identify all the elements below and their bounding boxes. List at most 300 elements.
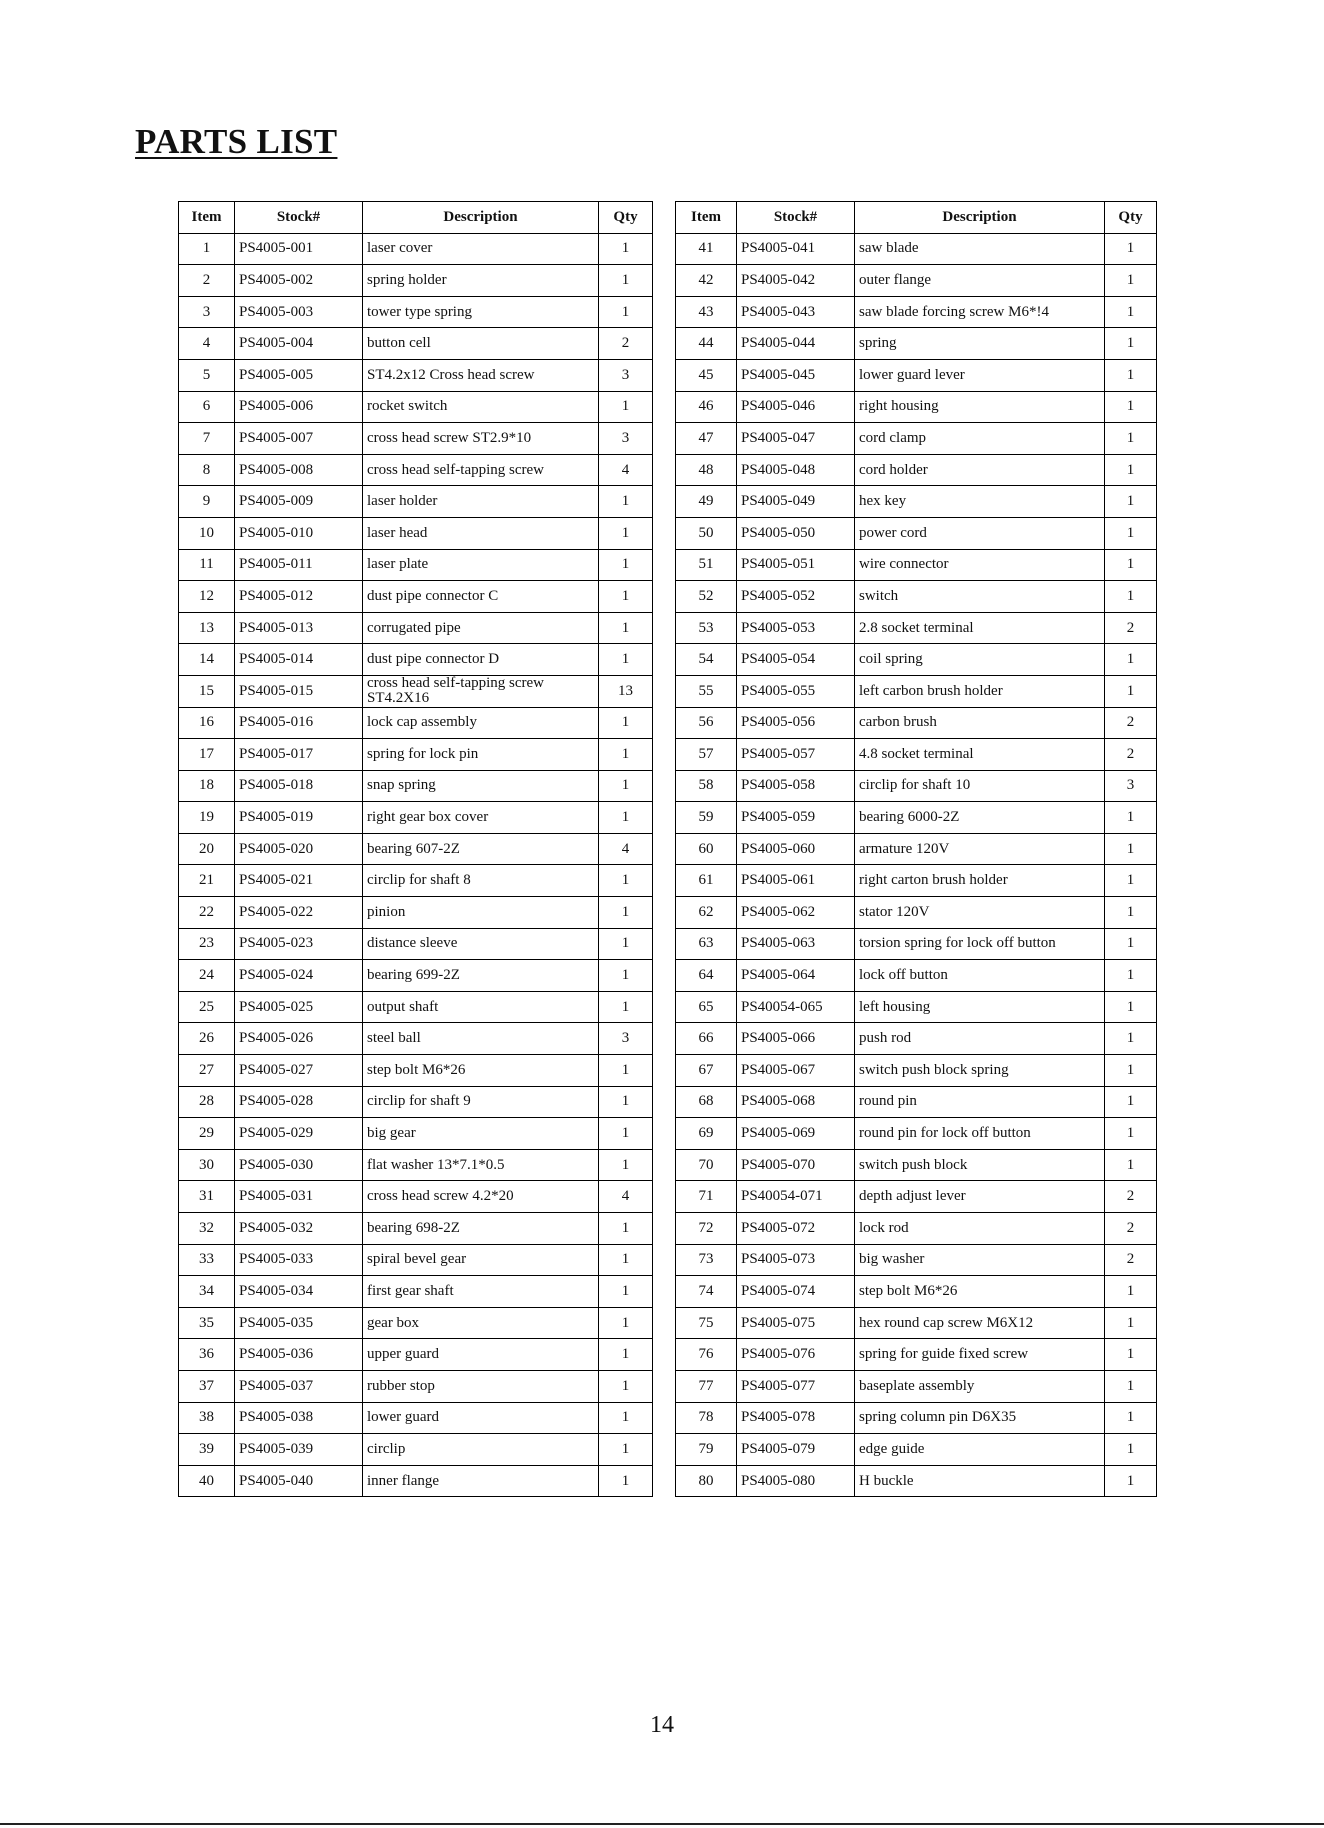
cell-stock: PS4005-073 — [737, 1244, 855, 1276]
cell-item: 17 — [179, 739, 235, 771]
cell-item: 72 — [676, 1213, 737, 1245]
cell-description: baseplate assembly — [855, 1370, 1105, 1402]
table-row — [676, 391, 1157, 423]
cell-item: 54 — [676, 644, 737, 676]
cell-qty: 2 — [1105, 739, 1157, 771]
cell-description: spring for lock pin — [363, 739, 599, 771]
cell-description: spring — [855, 328, 1105, 360]
cell-qty: 1 — [599, 1465, 653, 1497]
cell-stock: PS4005-039 — [235, 1434, 363, 1466]
cell-stock: PS4005-010 — [235, 517, 363, 549]
cell-qty: 1 — [1105, 359, 1157, 391]
cell-description: laser plate — [363, 549, 599, 581]
cell-stock: PS4005-034 — [235, 1276, 363, 1308]
table-row — [676, 928, 1157, 960]
table-header-row — [179, 202, 653, 234]
cell-qty: 1 — [1105, 391, 1157, 423]
cell-stock: PS4005-031 — [235, 1181, 363, 1213]
cell-stock: PS4005-057 — [737, 739, 855, 771]
table-row — [179, 359, 653, 391]
cell-qty: 1 — [1105, 1370, 1157, 1402]
table-row — [676, 1118, 1157, 1150]
table-row — [179, 1213, 653, 1245]
cell-stock: PS4005-002 — [235, 265, 363, 297]
header-stock: Stock# — [737, 202, 855, 234]
cell-qty: 1 — [1105, 644, 1157, 676]
cell-qty: 1 — [1105, 1402, 1157, 1434]
cell-item: 53 — [676, 612, 737, 644]
cell-description: left carbon brush holder — [855, 675, 1105, 707]
table-row — [676, 1055, 1157, 1087]
cell-description: circlip — [363, 1434, 599, 1466]
cell-stock: PS4005-022 — [235, 897, 363, 929]
cell-item: 76 — [676, 1339, 737, 1371]
table-row — [179, 612, 653, 644]
table-row — [179, 423, 653, 455]
cell-qty: 4 — [599, 833, 653, 865]
table-row — [676, 581, 1157, 613]
cell-item: 9 — [179, 486, 235, 518]
cell-qty: 1 — [599, 612, 653, 644]
cell-item: 47 — [676, 423, 737, 455]
cell-item: 15 — [179, 675, 235, 707]
cell-stock: PS4005-042 — [737, 265, 855, 297]
table-row — [179, 897, 653, 929]
cell-qty: 1 — [599, 1434, 653, 1466]
cell-qty: 1 — [1105, 486, 1157, 518]
cell-stock: PS4005-048 — [737, 454, 855, 486]
cell-stock: PS4005-004 — [235, 328, 363, 360]
cell-item: 77 — [676, 1370, 737, 1402]
cell-description: push rod — [855, 1023, 1105, 1055]
cell-description: rubber stop — [363, 1370, 599, 1402]
table-row — [676, 454, 1157, 486]
header-description: Description — [363, 202, 599, 234]
cell-item: 50 — [676, 517, 737, 549]
table-row — [179, 517, 653, 549]
cell-qty: 1 — [599, 517, 653, 549]
cell-item: 75 — [676, 1307, 737, 1339]
table-row — [179, 1023, 653, 1055]
cell-item: 78 — [676, 1402, 737, 1434]
page-title: PARTS LIST — [135, 122, 338, 161]
cell-qty: 1 — [599, 991, 653, 1023]
cell-item: 1 — [179, 233, 235, 265]
cell-stock: PS4005-078 — [737, 1402, 855, 1434]
cell-stock: PS4005-035 — [235, 1307, 363, 1339]
table-row — [676, 865, 1157, 897]
cell-item: 71 — [676, 1181, 737, 1213]
cell-description: H buckle — [855, 1465, 1105, 1497]
cell-item: 38 — [179, 1402, 235, 1434]
cell-item: 37 — [179, 1370, 235, 1402]
cell-description: left housing — [855, 991, 1105, 1023]
table-row — [179, 549, 653, 581]
cell-item: 69 — [676, 1118, 737, 1150]
cell-qty: 1 — [599, 1276, 653, 1308]
table-row — [676, 549, 1157, 581]
table-row — [676, 612, 1157, 644]
cell-item: 26 — [179, 1023, 235, 1055]
table-row — [676, 1465, 1157, 1497]
cell-description: output shaft — [363, 991, 599, 1023]
cell-description: armature 120V — [855, 833, 1105, 865]
cell-stock: PS4005-017 — [235, 739, 363, 771]
cell-stock: PS4005-001 — [235, 233, 363, 265]
table-row — [179, 960, 653, 992]
table-row — [179, 1118, 653, 1150]
cell-stock: PS4005-021 — [235, 865, 363, 897]
cell-stock: PS4005-013 — [235, 612, 363, 644]
cell-qty: 2 — [599, 328, 653, 360]
cell-description: spring column pin D6X35 — [855, 1402, 1105, 1434]
cell-stock: PS4005-063 — [737, 928, 855, 960]
cell-item: 49 — [676, 486, 737, 518]
cell-stock: PS4005-012 — [235, 581, 363, 613]
table-row — [676, 1244, 1157, 1276]
cell-stock: PS4005-015 — [235, 675, 363, 707]
cell-item: 48 — [676, 454, 737, 486]
cell-item: 23 — [179, 928, 235, 960]
cell-stock: PS4005-005 — [235, 359, 363, 391]
cell-description: lock cap assembly — [363, 707, 599, 739]
parts-table-right — [675, 201, 1157, 1497]
cell-qty: 1 — [599, 707, 653, 739]
cell-item: 66 — [676, 1023, 737, 1055]
cell-qty: 1 — [599, 265, 653, 297]
cell-stock: PS4005-043 — [737, 296, 855, 328]
cell-qty: 1 — [1105, 1276, 1157, 1308]
table-row — [179, 928, 653, 960]
cell-stock: PS4005-029 — [235, 1118, 363, 1150]
cell-description: 2.8 socket terminal — [855, 612, 1105, 644]
cell-description: circlip for shaft 9 — [363, 1086, 599, 1118]
cell-stock: PS4005-038 — [235, 1402, 363, 1434]
cell-stock: PS4005-024 — [235, 960, 363, 992]
cell-description: carbon brush — [855, 707, 1105, 739]
header-item: Item — [179, 202, 235, 234]
table-row — [179, 991, 653, 1023]
table-row — [676, 1307, 1157, 1339]
cell-item: 56 — [676, 707, 737, 739]
cell-description: rocket switch — [363, 391, 599, 423]
table-row — [179, 1434, 653, 1466]
cell-description: spring holder — [363, 265, 599, 297]
cell-stock: PS4005-067 — [737, 1055, 855, 1087]
cell-item: 44 — [676, 328, 737, 360]
table-row — [676, 265, 1157, 297]
table-row — [676, 1370, 1157, 1402]
table-row — [179, 1149, 653, 1181]
cell-stock: PS4005-075 — [737, 1307, 855, 1339]
cell-stock: PS4005-020 — [235, 833, 363, 865]
cell-qty: 2 — [1105, 1244, 1157, 1276]
table-row — [179, 739, 653, 771]
cell-item: 8 — [179, 454, 235, 486]
cell-stock: PS4005-019 — [235, 802, 363, 834]
page-number: 14 — [650, 1712, 674, 1738]
cell-item: 34 — [179, 1276, 235, 1308]
cell-item: 70 — [676, 1149, 737, 1181]
table-row — [179, 1370, 653, 1402]
cell-item: 7 — [179, 423, 235, 455]
cell-qty: 1 — [599, 1244, 653, 1276]
cell-qty: 1 — [599, 1307, 653, 1339]
cell-stock: PS4005-068 — [737, 1086, 855, 1118]
cell-qty: 13 — [599, 675, 653, 707]
table-row — [676, 1149, 1157, 1181]
cell-stock: PS4005-077 — [737, 1370, 855, 1402]
cell-qty: 1 — [599, 928, 653, 960]
cell-stock: PS4005-011 — [235, 549, 363, 581]
cell-item: 28 — [179, 1086, 235, 1118]
cell-description: big washer — [855, 1244, 1105, 1276]
cell-description: switch push block spring — [855, 1055, 1105, 1087]
cell-qty: 1 — [599, 1055, 653, 1087]
cell-qty: 1 — [599, 960, 653, 992]
table-row — [676, 897, 1157, 929]
table-row — [179, 1055, 653, 1087]
cell-description: flat washer 13*7.1*0.5 — [363, 1149, 599, 1181]
table-row — [676, 1023, 1157, 1055]
cell-stock: PS40054-071 — [737, 1181, 855, 1213]
cell-qty: 1 — [1105, 675, 1157, 707]
cell-description: right carton brush holder — [855, 865, 1105, 897]
cell-item: 5 — [179, 359, 235, 391]
cell-description: round pin for lock off button — [855, 1118, 1105, 1150]
table-row — [179, 391, 653, 423]
cell-description: step bolt M6*26 — [363, 1055, 599, 1087]
table-row — [676, 1213, 1157, 1245]
cell-description: big gear — [363, 1118, 599, 1150]
header-stock: Stock# — [235, 202, 363, 234]
cell-qty: 1 — [599, 486, 653, 518]
cell-qty: 1 — [1105, 833, 1157, 865]
cell-stock: PS4005-066 — [737, 1023, 855, 1055]
cell-qty: 1 — [1105, 423, 1157, 455]
table-row — [179, 581, 653, 613]
cell-qty: 1 — [599, 1149, 653, 1181]
table-row — [676, 707, 1157, 739]
cell-stock: PS4005-025 — [235, 991, 363, 1023]
cell-qty: 4 — [599, 454, 653, 486]
cell-stock: PS40054-065 — [737, 991, 855, 1023]
table-row — [676, 328, 1157, 360]
cell-qty: 2 — [1105, 1181, 1157, 1213]
table-row — [179, 644, 653, 676]
cell-description: step bolt M6*26 — [855, 1276, 1105, 1308]
cell-stock: PS4005-027 — [235, 1055, 363, 1087]
cell-item: 27 — [179, 1055, 235, 1087]
cell-qty: 1 — [1105, 865, 1157, 897]
cell-qty: 1 — [599, 581, 653, 613]
cell-stock: PS4005-059 — [737, 802, 855, 834]
cell-description: switch — [855, 581, 1105, 613]
table-row — [179, 265, 653, 297]
table-row — [179, 486, 653, 518]
cell-item: 59 — [676, 802, 737, 834]
cell-item: 58 — [676, 770, 737, 802]
cell-description: laser head — [363, 517, 599, 549]
cell-stock: PS4005-080 — [737, 1465, 855, 1497]
cell-stock: PS4005-070 — [737, 1149, 855, 1181]
cell-item: 30 — [179, 1149, 235, 1181]
cell-description: round pin — [855, 1086, 1105, 1118]
cell-stock: PS4005-049 — [737, 486, 855, 518]
cell-description: circlip for shaft 10 — [855, 770, 1105, 802]
cell-stock: PS4005-045 — [737, 359, 855, 391]
cell-item: 35 — [179, 1307, 235, 1339]
cell-stock: PS4005-060 — [737, 833, 855, 865]
cell-stock: PS4005-051 — [737, 549, 855, 581]
table-row — [179, 833, 653, 865]
table-row — [676, 296, 1157, 328]
cell-description: lower guard — [363, 1402, 599, 1434]
cell-qty: 2 — [1105, 707, 1157, 739]
cell-qty: 1 — [1105, 581, 1157, 613]
cell-qty: 1 — [1105, 265, 1157, 297]
table-row — [179, 233, 653, 265]
cell-stock: PS4005-062 — [737, 897, 855, 929]
cell-qty: 1 — [599, 644, 653, 676]
cell-qty: 1 — [599, 770, 653, 802]
cell-qty: 1 — [599, 391, 653, 423]
cell-description: snap spring — [363, 770, 599, 802]
cell-description: 4.8 socket terminal — [855, 739, 1105, 771]
header-item: Item — [676, 202, 737, 234]
cell-item: 52 — [676, 581, 737, 613]
cell-qty: 1 — [599, 1339, 653, 1371]
table-row — [676, 644, 1157, 676]
header-qty: Qty — [599, 202, 653, 234]
table-row — [676, 233, 1157, 265]
table-row — [676, 770, 1157, 802]
cell-qty: 1 — [1105, 1149, 1157, 1181]
cell-description: dust pipe connector C — [363, 581, 599, 613]
cell-stock: PS4005-055 — [737, 675, 855, 707]
table-row — [676, 675, 1157, 707]
cell-qty: 1 — [1105, 1118, 1157, 1150]
table-row — [676, 960, 1157, 992]
table-row — [179, 1402, 653, 1434]
cell-description: bearing 699-2Z — [363, 960, 599, 992]
cell-item: 43 — [676, 296, 737, 328]
cell-description: depth adjust lever — [855, 1181, 1105, 1213]
cell-description: circlip for shaft 8 — [363, 865, 599, 897]
cell-item: 11 — [179, 549, 235, 581]
cell-item: 79 — [676, 1434, 737, 1466]
cell-stock: PS4005-033 — [235, 1244, 363, 1276]
cell-stock: PS4005-032 — [235, 1213, 363, 1245]
cell-item: 80 — [676, 1465, 737, 1497]
table-row — [179, 328, 653, 360]
cell-description: bearing 607-2Z — [363, 833, 599, 865]
cell-description: right gear box cover — [363, 802, 599, 834]
cell-qty: 1 — [599, 897, 653, 929]
cell-item: 57 — [676, 739, 737, 771]
cell-item: 61 — [676, 865, 737, 897]
cell-description: wire connector — [855, 549, 1105, 581]
cell-description: bearing 6000-2Z — [855, 802, 1105, 834]
cell-description: laser cover — [363, 233, 599, 265]
cell-description: edge guide — [855, 1434, 1105, 1466]
table-row — [676, 486, 1157, 518]
table-header-row — [676, 202, 1157, 234]
cell-item: 65 — [676, 991, 737, 1023]
cell-description: pinion — [363, 897, 599, 929]
cell-description: cross head screw 4.2*20 — [363, 1181, 599, 1213]
cell-item: 74 — [676, 1276, 737, 1308]
cell-stock: PS4005-061 — [737, 865, 855, 897]
table-row — [676, 739, 1157, 771]
table-row — [676, 802, 1157, 834]
cell-qty: 1 — [599, 233, 653, 265]
cell-item: 41 — [676, 233, 737, 265]
cell-item: 40 — [179, 1465, 235, 1497]
cell-item: 45 — [676, 359, 737, 391]
cell-description: saw blade forcing screw M6*!4 — [855, 296, 1105, 328]
cell-qty: 3 — [599, 423, 653, 455]
header-qty: Qty — [1105, 202, 1157, 234]
cell-item: 22 — [179, 897, 235, 929]
cell-stock: PS4005-016 — [235, 707, 363, 739]
cell-qty: 1 — [599, 1213, 653, 1245]
cell-description: outer flange — [855, 265, 1105, 297]
cell-stock: PS4005-074 — [737, 1276, 855, 1308]
cell-stock: PS4005-076 — [737, 1339, 855, 1371]
cell-stock: PS4005-030 — [235, 1149, 363, 1181]
cell-description: tower type spring — [363, 296, 599, 328]
cell-qty: 1 — [599, 1086, 653, 1118]
cell-qty: 1 — [1105, 928, 1157, 960]
cell-stock: PS4005-050 — [737, 517, 855, 549]
cell-qty: 1 — [599, 802, 653, 834]
bottom-rule — [0, 1823, 1324, 1825]
cell-qty: 1 — [1105, 296, 1157, 328]
cell-item: 25 — [179, 991, 235, 1023]
cell-qty: 1 — [1105, 991, 1157, 1023]
cell-stock: PS4005-008 — [235, 454, 363, 486]
cell-qty: 3 — [599, 359, 653, 391]
cell-stock: PS4005-064 — [737, 960, 855, 992]
cell-qty: 1 — [599, 1370, 653, 1402]
cell-qty: 1 — [1105, 1055, 1157, 1087]
cell-qty: 1 — [599, 865, 653, 897]
table-row — [179, 1307, 653, 1339]
cell-qty: 3 — [599, 1023, 653, 1055]
cell-qty: 1 — [1105, 328, 1157, 360]
cell-description: gear box — [363, 1307, 599, 1339]
table-row — [676, 833, 1157, 865]
table-row — [676, 1181, 1157, 1213]
cell-stock: PS4005-009 — [235, 486, 363, 518]
cell-item: 16 — [179, 707, 235, 739]
cell-item: 63 — [676, 928, 737, 960]
cell-description: cross head self-tapping screw — [363, 454, 599, 486]
cell-item: 51 — [676, 549, 737, 581]
cell-item: 32 — [179, 1213, 235, 1245]
cell-qty: 1 — [1105, 517, 1157, 549]
cell-description: lock rod — [855, 1213, 1105, 1245]
cell-item: 31 — [179, 1181, 235, 1213]
parts-table-left — [178, 201, 653, 1497]
cell-description: ST4.2x12 Cross head screw — [363, 359, 599, 391]
cell-stock: PS4005-037 — [235, 1370, 363, 1402]
cell-qty: 1 — [599, 1118, 653, 1150]
cell-description: distance sleeve — [363, 928, 599, 960]
table-row — [676, 359, 1157, 391]
cell-item: 33 — [179, 1244, 235, 1276]
